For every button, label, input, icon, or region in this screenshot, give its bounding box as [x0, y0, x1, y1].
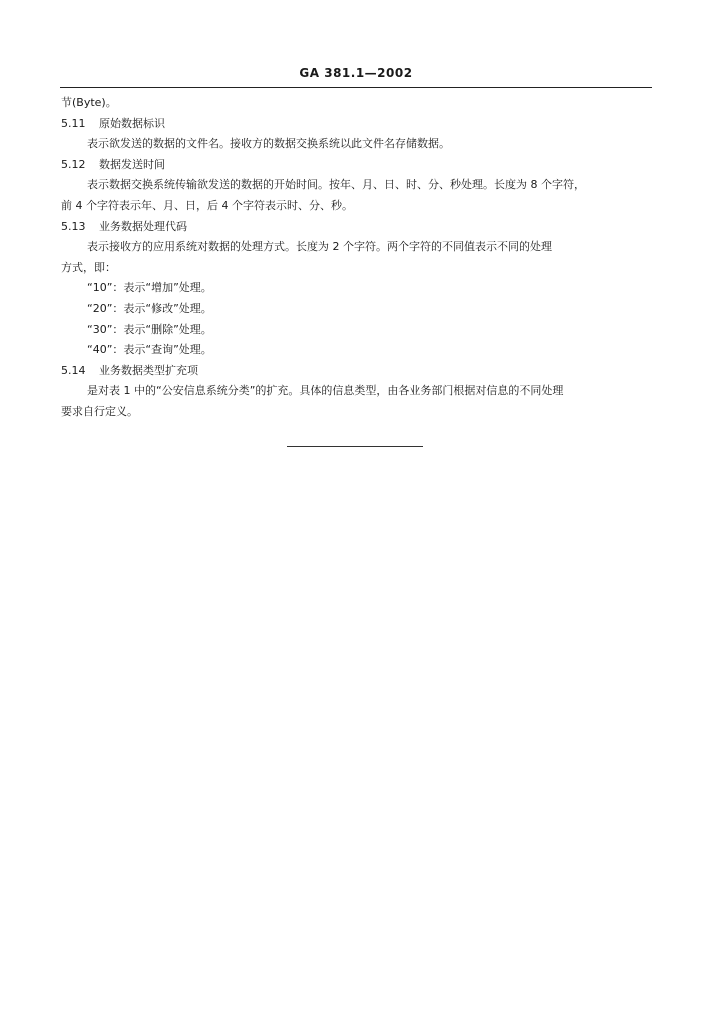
code-list-item: “30”：表示“删除”处理。 — [87, 322, 212, 336]
section-heading-5-14 — [61, 361, 653, 382]
section-heading-5-13 — [61, 217, 653, 238]
page-header-standard-number: GA 381.1—2002 — [299, 66, 413, 80]
section-title: 数据发送时间 — [99, 157, 165, 171]
paragraph-line: 要求自行定义。 — [61, 404, 138, 418]
section-title: 业务数据处理代码 — [99, 219, 187, 233]
section-heading-5-11 — [61, 114, 653, 135]
section-number: 5.12 — [61, 157, 86, 171]
document-body — [61, 93, 653, 423]
section-heading-5-12 — [61, 155, 653, 176]
section-title: 业务数据类型扩充项 — [99, 363, 198, 377]
continuation-line: 节(Byte)。 — [61, 96, 117, 109]
paragraph-line: 表示数据交换系统传输欲发送的数据的开始时间。按年、月、日、时、分、秒处理。长度为 8 个字符， — [87, 178, 585, 192]
section-number: 5.11 — [61, 116, 86, 130]
code-list-item: “10”：表示“增加”处理。 — [87, 281, 212, 295]
header-divider — [60, 87, 652, 88]
section-number: 5.13 — [61, 219, 86, 233]
code-list-item: “40”：表示“查询”处理。 — [87, 343, 212, 357]
paragraph: 表示欲发送的数据的文件名。接收方的数据交换系统以此文件名存储数据。 — [87, 137, 450, 151]
code-list-item: “20”：表示“修改”处理。 — [87, 301, 212, 315]
paragraph-line: 前 4 个字符表示年、月、日，后 4 个字符表示时、分、秒。 — [61, 198, 353, 212]
paragraph-line: 方式，即： — [61, 260, 116, 274]
section-title: 原始数据标识 — [99, 116, 165, 130]
paragraph-line: 表示接收方的应用系统对数据的处理方式。长度为 2 个字符。两个字符的不同值表示不同的处理 — [87, 240, 552, 254]
paragraph-line: 是对表 1 中的“公安信息系统分类”的扩充。具体的信息类型，由各业务部门根据对信息的不同处理 — [87, 384, 564, 398]
end-of-document-rule — [287, 446, 423, 447]
section-number: 5.14 — [61, 363, 86, 377]
